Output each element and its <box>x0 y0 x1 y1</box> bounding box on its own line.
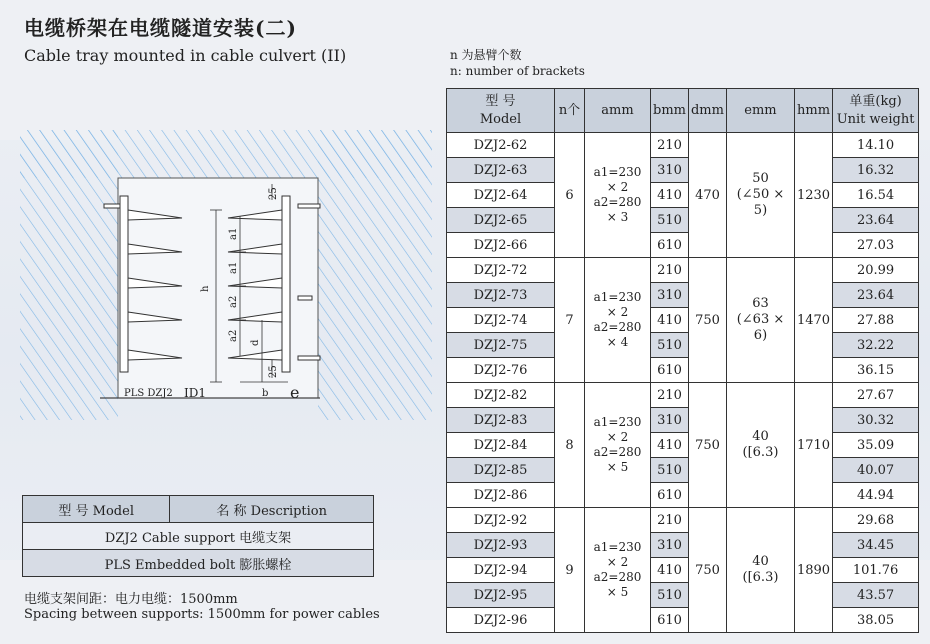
cell-model: DZJ2-94 <box>447 558 555 583</box>
cell-amm-a2: a2=280 × 5 <box>593 445 642 474</box>
dim-b: b <box>262 388 269 399</box>
cell-n: 7 <box>555 258 585 383</box>
cell-n: 8 <box>555 383 585 508</box>
table-row <box>447 158 919 183</box>
cell-weight: 36.15 <box>833 358 919 383</box>
cell-bmm: 310 <box>651 158 689 183</box>
cell-amm-a1: a1=230 × 2 <box>593 540 642 569</box>
cell-model: DZJ2-66 <box>447 233 555 258</box>
cell-weight: 38.05 <box>833 608 919 633</box>
table-row <box>447 358 919 383</box>
cell-weight: 44.94 <box>833 483 919 508</box>
cell-emm-size: 50 <box>752 171 769 186</box>
spec-table <box>446 88 919 633</box>
cell-bmm: 510 <box>651 583 689 608</box>
dim-d: d <box>250 339 261 346</box>
cell-bmm: 410 <box>651 308 689 333</box>
cell-n: 6 <box>555 133 585 258</box>
dim-a2-first: a2 <box>228 295 239 308</box>
table-row <box>447 408 919 433</box>
cell-bmm: 210 <box>651 258 689 283</box>
page-title-cn: 电缆桥架在电缆隧道安装(二) <box>24 16 297 40</box>
spacing-note-en: Spacing between supports: 1500mm for power cables <box>24 607 380 622</box>
cell-bmm: 210 <box>651 133 689 158</box>
cell-model: DZJ2-72 <box>447 258 555 283</box>
table-row <box>447 558 919 583</box>
spec-body <box>447 133 919 633</box>
cell-weight: 27.67 <box>833 383 919 408</box>
cell-model: DZJ2-75 <box>447 333 555 358</box>
cell-weight: 23.64 <box>833 283 919 308</box>
dim-a1-first: a1 <box>228 227 239 240</box>
cell-weight: 27.03 <box>833 233 919 258</box>
cell-model: DZJ2-74 <box>447 308 555 333</box>
cell-model: DZJ2-86 <box>447 483 555 508</box>
table-row <box>447 383 919 408</box>
cell-n: 9 <box>555 508 585 633</box>
cell-weight: 34.45 <box>833 533 919 558</box>
cell-amm-a1: a1=230 × 2 <box>593 290 642 319</box>
table-row <box>447 258 919 283</box>
bolt-left <box>104 204 120 208</box>
installation-diagram <box>20 120 432 420</box>
label-pls-dzj: PLS DZJ2 <box>124 388 173 399</box>
cell-bmm: 510 <box>651 458 689 483</box>
spacing-note-cn: 电缆支架间距：电力电缆：1500mm <box>24 592 238 607</box>
table-row <box>447 333 919 358</box>
cell-weight: 14.10 <box>833 133 919 158</box>
left-support-post <box>120 196 128 372</box>
header-amm: amm <box>585 89 651 133</box>
cell-dmm: 750 <box>688 508 726 633</box>
cell-emm <box>726 508 794 633</box>
cell-model: DZJ2-76 <box>447 358 555 383</box>
cell-weight: 16.32 <box>833 158 919 183</box>
bolt-top <box>298 204 320 208</box>
cell-amm <box>585 133 651 258</box>
cell-bmm: 610 <box>651 358 689 383</box>
cell-amm-a2: a2=280 × 5 <box>593 570 642 599</box>
cell-emm-size: 40 <box>752 429 769 444</box>
dim-25-top: 25 <box>268 187 279 200</box>
cell-hmm: 1470 <box>794 258 832 383</box>
cell-weight: 32.22 <box>833 333 919 358</box>
cell-weight: 35.09 <box>833 433 919 458</box>
cell-dmm: 750 <box>688 258 726 383</box>
cell-emm-profile: (∠50 × 5) <box>736 187 785 218</box>
header-bmm: bmm <box>651 89 689 133</box>
table-row <box>447 533 919 558</box>
table-row <box>447 133 919 158</box>
dim-25-bottom: 25 <box>268 365 279 378</box>
table-row <box>447 483 919 508</box>
header-weight-cn: 单重(kg) <box>849 93 902 109</box>
cell-hmm: 1230 <box>794 133 832 258</box>
cell-weight: 43.57 <box>833 583 919 608</box>
cell-hmm: 1710 <box>794 383 832 508</box>
cell-weight: 20.99 <box>833 258 919 283</box>
right-support-post <box>282 196 290 372</box>
cell-weight: 27.88 <box>833 308 919 333</box>
spec-header-row <box>447 89 919 133</box>
header-model-cn: 型 号 <box>485 93 516 109</box>
header-emm: emm <box>726 89 794 133</box>
bracket-note-cn: n 为悬臂个数 <box>450 48 522 62</box>
cell-model: DZJ2-64 <box>447 183 555 208</box>
cell-hmm: 1890 <box>794 508 832 633</box>
legend-header-desc: 名 称 Description <box>170 496 374 523</box>
cell-emm <box>726 383 794 508</box>
cell-bmm: 610 <box>651 233 689 258</box>
cell-amm-a2: a2=280 × 3 <box>593 195 642 224</box>
cell-bmm: 510 <box>651 208 689 233</box>
cell-emm <box>726 133 794 258</box>
header-hmm: hmm <box>794 89 832 133</box>
cell-bmm: 410 <box>651 183 689 208</box>
header-weight <box>833 89 919 133</box>
cell-emm <box>726 258 794 383</box>
table-row <box>447 458 919 483</box>
cell-weight: 101.76 <box>833 558 919 583</box>
cell-bmm: 410 <box>651 433 689 458</box>
ceiling-hatch <box>20 130 432 178</box>
cell-bmm: 310 <box>651 408 689 433</box>
cell-bmm: 210 <box>651 383 689 408</box>
cell-amm-a2: a2=280 × 4 <box>593 320 642 349</box>
bolt-bottom <box>298 356 320 360</box>
legend-row-cable-support <box>23 523 374 550</box>
header-weight-en: Unit weight <box>836 111 915 127</box>
dim-e: e <box>290 383 300 402</box>
cell-model: DZJ2-62 <box>447 133 555 158</box>
legend-header-row <box>23 496 374 523</box>
cell-model: DZJ2-83 <box>447 408 555 433</box>
table-row <box>447 283 919 308</box>
cell-model: DZJ2-82 <box>447 383 555 408</box>
dim-a1-second: a1 <box>228 261 239 274</box>
label-id: ID1 <box>184 386 206 400</box>
cell-emm-profile: ([6.3) <box>742 445 779 460</box>
cell-model: DZJ2-84 <box>447 433 555 458</box>
cell-amm-a1: a1=230 × 2 <box>593 165 642 194</box>
cell-bmm: 310 <box>651 533 689 558</box>
legend-embedded-bolt: PLS Embedded bolt 膨胀螺栓 <box>23 550 374 577</box>
bolt-middle <box>298 296 312 300</box>
cell-bmm: 310 <box>651 283 689 308</box>
table-row <box>447 583 919 608</box>
cell-amm <box>585 508 651 633</box>
cell-bmm: 210 <box>651 508 689 533</box>
diagram-svg <box>20 120 432 420</box>
cell-bmm: 510 <box>651 333 689 358</box>
legend-table <box>22 495 374 577</box>
dim-a2-second: a2 <box>228 329 239 342</box>
cell-weight: 40.07 <box>833 458 919 483</box>
cell-model: DZJ2-96 <box>447 608 555 633</box>
bracket-note-en: n: number of brackets <box>450 64 585 78</box>
cell-dmm: 750 <box>688 383 726 508</box>
cell-model: DZJ2-65 <box>447 208 555 233</box>
cell-weight: 23.64 <box>833 208 919 233</box>
cell-amm <box>585 258 651 383</box>
header-model <box>447 89 555 133</box>
dim-h: h <box>200 285 211 292</box>
cell-model: DZJ2-85 <box>447 458 555 483</box>
cell-amm <box>585 383 651 508</box>
table-row <box>447 183 919 208</box>
legend-row-embedded-bolt <box>23 550 374 577</box>
cell-model: DZJ2-63 <box>447 158 555 183</box>
cell-bmm: 610 <box>651 608 689 633</box>
cell-weight: 30.32 <box>833 408 919 433</box>
page-title-en: Cable tray mounted in cable culvert (II) <box>24 46 347 65</box>
cell-bmm: 410 <box>651 558 689 583</box>
cell-emm-size: 40 <box>752 554 769 569</box>
cell-amm-a1: a1=230 × 2 <box>593 415 642 444</box>
header-n: n个 <box>555 89 585 133</box>
cell-emm-profile: ([6.3) <box>742 570 779 585</box>
legend-header-model: 型 号 Model <box>23 496 170 523</box>
table-row <box>447 308 919 333</box>
table-row <box>447 608 919 633</box>
cell-emm-profile: (∠63 × 6) <box>736 312 785 343</box>
cell-model: DZJ2-73 <box>447 283 555 308</box>
cell-model: DZJ2-92 <box>447 508 555 533</box>
header-dmm: dmm <box>688 89 726 133</box>
cell-model: DZJ2-95 <box>447 583 555 608</box>
table-row <box>447 233 919 258</box>
cell-weight: 16.54 <box>833 183 919 208</box>
table-row <box>447 508 919 533</box>
cell-emm-size: 63 <box>752 296 769 311</box>
cell-bmm: 610 <box>651 483 689 508</box>
legend-cable-support: DZJ2 Cable support 电缆支架 <box>23 523 374 550</box>
header-model-en: Model <box>479 111 522 127</box>
table-row <box>447 208 919 233</box>
table-row <box>447 433 919 458</box>
cell-model: DZJ2-93 <box>447 533 555 558</box>
cell-weight: 29.68 <box>833 508 919 533</box>
cell-dmm: 470 <box>688 133 726 258</box>
